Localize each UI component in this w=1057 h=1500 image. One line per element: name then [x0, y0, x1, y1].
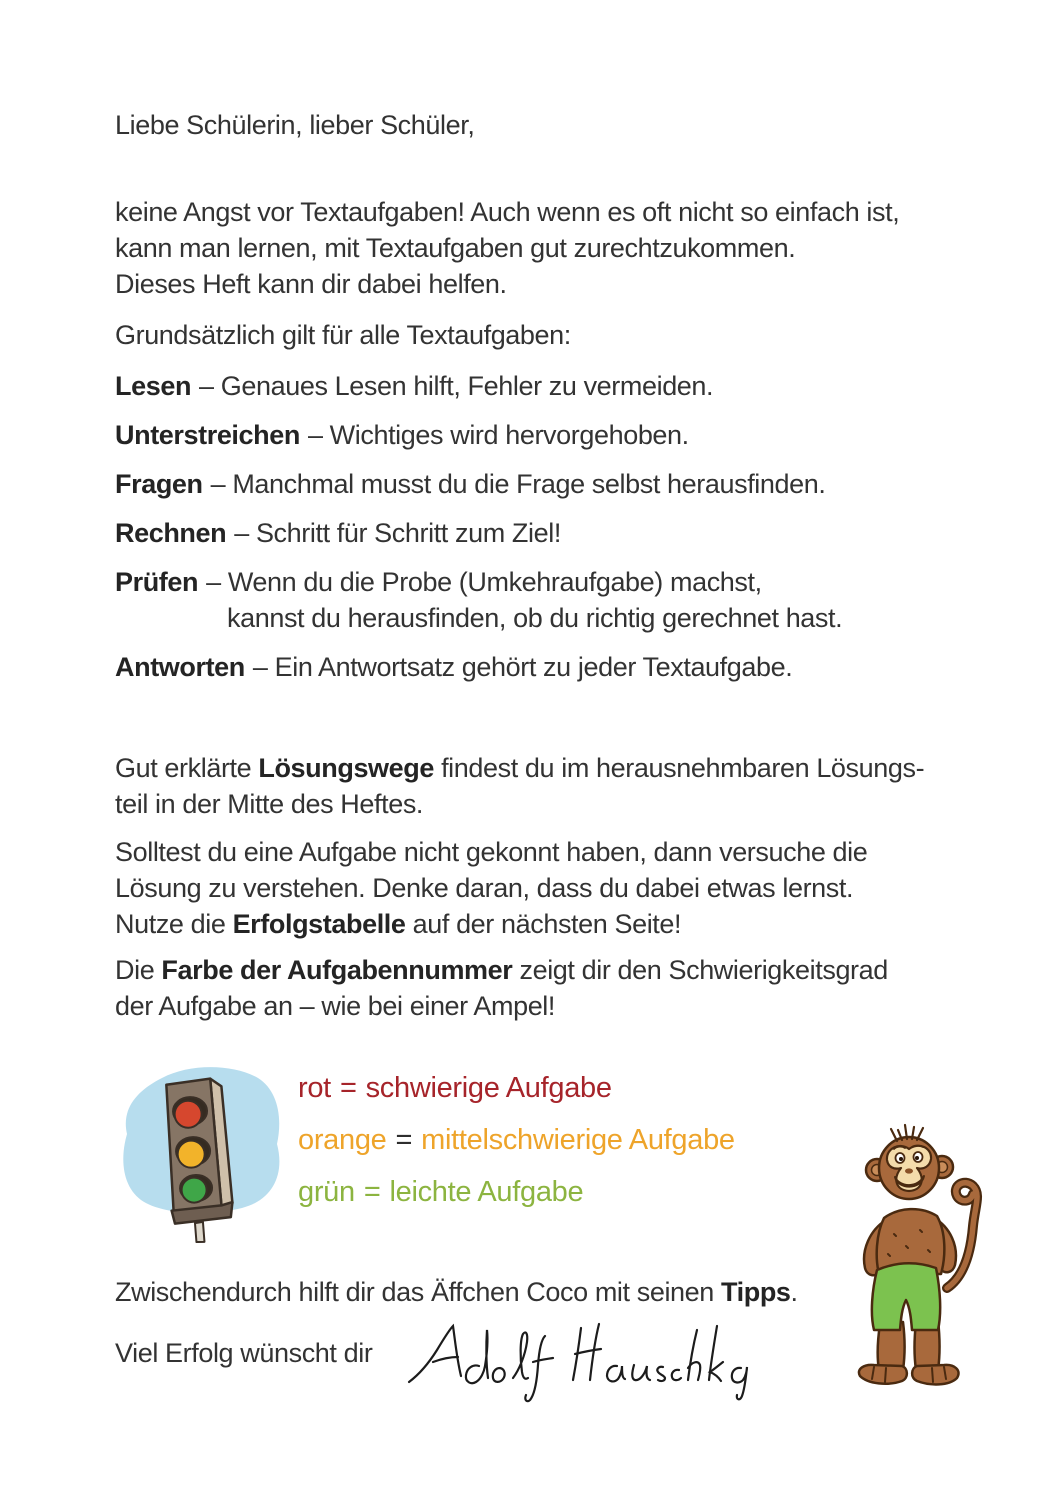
rule-antworten — [115, 649, 842, 685]
legend-description: schwierige Aufgabe — [365, 1072, 612, 1104]
text-segment-bold: Tipps — [721, 1277, 791, 1307]
rule-term: Fragen — [115, 469, 203, 499]
equals-sign: = — [363, 1176, 381, 1208]
difficulty-legend — [298, 1068, 735, 1224]
rule-text: – Genaues Lesen hilft, Fehler zu vermeiden. — [199, 371, 714, 401]
text-segment-bold: Lösungswege — [258, 753, 434, 783]
equals-sign: = — [339, 1072, 357, 1104]
rule-text: – Wichtiges wird hervorgehoben. — [307, 420, 689, 450]
text-line: der Aufgabe an – wie bei einer Ampel! — [115, 991, 556, 1021]
text-segment: auf der nächsten Seite! — [405, 909, 682, 939]
practice-paragraph — [115, 834, 867, 942]
traffic-light-icon — [112, 1058, 287, 1243]
legend-row-rot — [298, 1068, 735, 1108]
colorcode-paragraph — [115, 952, 888, 1024]
text-segment: Zwischendurch hilft dir das Äffchen Coco mit seinen — [115, 1277, 722, 1307]
greeting: Liebe Schülerin, lieber Schüler, — [115, 110, 475, 140]
rule-unterstreichen — [115, 417, 842, 453]
rule-term: Rechnen — [115, 518, 227, 548]
text-line: Solltest du eine Aufgabe nicht gekonnt haben, dann versuche die — [115, 837, 868, 867]
rule-term: Unterstreichen — [115, 420, 300, 450]
legend-description: leichte Aufgabe — [389, 1176, 584, 1208]
closing-line: Viel Erfolg wünscht dir — [115, 1338, 373, 1368]
rule-lesen — [115, 368, 842, 404]
equals-sign: = — [395, 1124, 413, 1156]
rule-pruefen — [115, 564, 842, 636]
rule-term: Lesen — [115, 371, 192, 401]
text-segment: Gut erklärte — [115, 753, 259, 783]
text-segment-bold: Erfolgstabelle — [232, 909, 406, 939]
intro-line: keine Angst vor Textaufgaben! Auch wenn es oft nicht so einfach ist, — [115, 197, 900, 227]
legend-row-orange — [298, 1120, 735, 1160]
traffic-light-illustration — [112, 1058, 287, 1243]
text-segment: . — [790, 1277, 798, 1307]
rule-text: – Ein Antwortsatz gehört zu jeder Textaufgabe. — [252, 652, 793, 682]
text-line: Lösung zu verstehen. Denke daran, dass du dabei etwas lernst. — [115, 873, 854, 903]
solutions-paragraph — [115, 750, 924, 822]
rule-text-continued: kannst du herausfinden, ob du richtig gerechnet hast. — [227, 603, 843, 633]
monkey-illustration — [850, 1118, 1015, 1398]
rule-term: Antworten — [115, 652, 245, 682]
text-segment-bold: Farbe der Aufgabennummer — [161, 955, 513, 985]
rule-term: Prüfen — [115, 567, 199, 597]
rules-list — [115, 368, 842, 698]
monkey-icon — [850, 1118, 1015, 1398]
rules-heading: Grundsätzlich gilt für alle Textaufgaben: — [115, 320, 571, 350]
coco-paragraph — [115, 1274, 798, 1310]
legend-row-gruen — [298, 1172, 735, 1212]
intro-line: kann man lernen, mit Textaufgaben gut zurechtzukommen. — [115, 233, 796, 263]
text-segment: Nutze die — [115, 909, 233, 939]
text-line: teil in der Mitte des Heftes. — [115, 789, 424, 819]
rule-text: – Manchmal musst du die Frage selbst herausfinden. — [210, 469, 826, 499]
legend-description: mittelschwierige Aufgabe — [421, 1124, 735, 1156]
signature — [403, 1310, 798, 1405]
intro-line: Dieses Heft kann dir dabei helfen. — [115, 269, 507, 299]
legend-color-name: rot — [298, 1072, 331, 1104]
legend-color-name: grün — [298, 1176, 355, 1208]
legend-color-name: orange — [298, 1124, 387, 1156]
text-segment: findest du im herausnehmbaren Lösungs- — [433, 753, 925, 783]
signature-icon — [403, 1310, 798, 1405]
intro-paragraph — [115, 194, 899, 302]
rule-rechnen — [115, 515, 842, 551]
rule-text: – Schritt für Schritt zum Ziel! — [234, 518, 561, 548]
text-segment: zeigt dir den Schwierigkeitsgrad — [512, 955, 888, 985]
rule-text: – Wenn du die Probe (Umkehraufgabe) machst, — [206, 567, 762, 597]
text-segment: Die — [115, 955, 162, 985]
rule-fragen — [115, 466, 842, 502]
